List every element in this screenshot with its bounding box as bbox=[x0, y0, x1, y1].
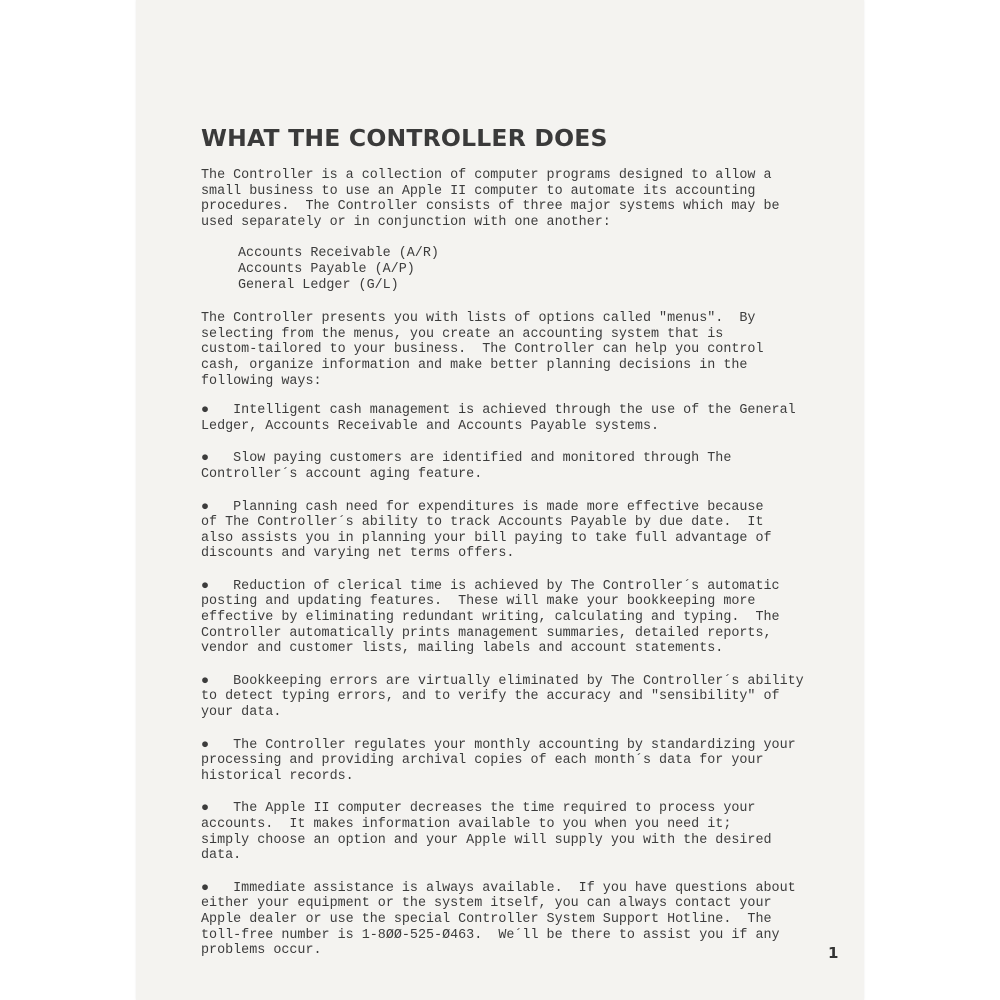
system-item: Accounts Receivable (A/R) bbox=[238, 246, 439, 262]
bullet-item: ● Bookkeeping errors are virtually eliminated by The Controller´s ability to detect typing errors, and to verify the accuracy and "sensibility" of your data. bbox=[201, 673, 804, 721]
bullet-item: ● Immediate assistance is always available. If you have questions about either your equipment or the system itself, you can always contact your Apple dealer or use the special Controller System Support Hotline. The toll-free number is 1-8ØØ-525-Ø463. We´ll be there to assist you if any problems occur. bbox=[201, 880, 796, 959]
intro-paragraph: The Controller is a collection of computer programs designed to allow a small business to use an Apple II computer to automate its accounting procedures. The Controller consists of three major systems which may be used separately or in conjunction with one another: bbox=[201, 168, 780, 230]
system-item: General Ledger (G/L) bbox=[238, 277, 399, 293]
page-content bbox=[201, 124, 804, 976]
bullet-item: ● Slow paying customers are identified and monitored through The Controller´s account aging feature. bbox=[201, 451, 732, 482]
bullet-item: ● Reduction of clerical time is achieved by The Controller´s automatic posting and updating features. These will make your bookkeeping more effective by eliminating redundant writing, calculating and typing. The Controller automatically prints management summaries, detailed reports, vendor and customer lists, mailing labels and account statements. bbox=[201, 578, 780, 657]
menus-paragraph: The Controller presents you with lists of options called "menus". By selecting from the menus, you create an accounting system that is custom-tailored to your business. The Controller can help you control cash, organize information and make better planning decisions in the following ways: bbox=[201, 311, 764, 389]
systems-list bbox=[238, 246, 781, 293]
document-page bbox=[136, 0, 864, 1000]
page-number: 1 bbox=[828, 944, 839, 962]
bullet-item: ● The Apple II computer decreases the time required to process your accounts. It makes information available to you when you need it; simply choose an option and your Apple will supply you with the desired data. bbox=[201, 801, 772, 864]
page-title: WHAT THE CONTROLLER DOES bbox=[201, 124, 608, 152]
bullet-item: ● The Controller regulates your monthly accounting by standardizing your processing and providing archival copies of each month´s data for your historical records. bbox=[201, 737, 796, 784]
system-item: Accounts Payable (A/P) bbox=[238, 261, 415, 277]
bullet-item: ● Planning cash need for expenditures is made more effective because of The Controller´s ability to track Accounts Payable by due date. It also assists you in planning your bill paying to take full advantage of discounts and varying net terms offers. bbox=[201, 499, 772, 562]
bullet-item: ● Intelligent cash management is achieved through the use of the General Ledger, Accounts Receivable and Accounts Payable systems. bbox=[201, 403, 796, 434]
